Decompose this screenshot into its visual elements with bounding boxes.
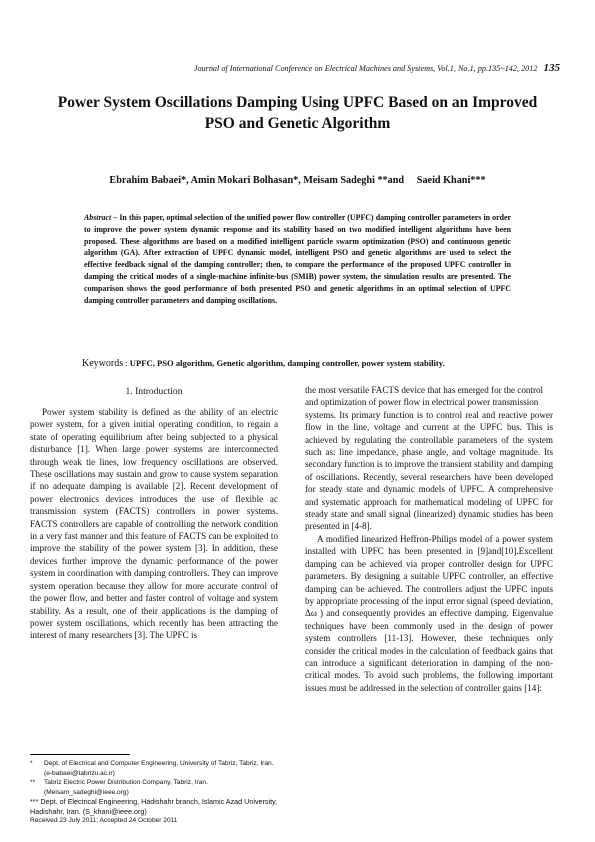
footnote-marker: ** — [30, 779, 36, 786]
abstract — [84, 212, 511, 306]
received-accepted-dates: Received 23 July 2011; Accepted 24 October 2011 — [30, 817, 178, 824]
paper-title — [40, 92, 555, 134]
footnote-text: Tabriz Electric Power Distribution Company, Tabriz, Iran. (Meisam_sadeghi@ieee.org) — [44, 779, 208, 796]
running-header — [70, 62, 560, 74]
footnote-affiliation-2 — [30, 778, 280, 797]
paragraph: the most versatile FACTS device that has emerged for the control and optimization of power flow in electrical power transmission — [305, 385, 544, 408]
footnote-text: Dept. of Electrical and Computer Engineering, University of Tabriz, Tabriz, Iran. (e-babaei@tabrizu.ac.ir) — [44, 760, 274, 777]
page-number: 135 — [543, 62, 560, 74]
footnote-affiliation-1 — [30, 759, 280, 778]
left-column — [30, 406, 278, 642]
paragraph: systems. Its primary function is to control real and reactive power flow in the line, voltage and current at the UPFC bus. This is achieved by regulating the controllable parameters of the system such as: line impedance, phase angle, and voltage magnitude. Its secondary function is to improve the transient stability and damping of oscillations. Recently, several researchers have been developed for steady state and dynamic models of UPFC. A comprehensive and systematic approach for mathematical modeling of UPFC for steady state and small signal (linearized) dynamic studies has been presented in [4-8]. — [305, 409, 553, 532]
footnote-marker: *** — [30, 797, 39, 806]
journal-citation: Journal of International Conference on Electrical Machines and Systems, Vol.1, No.1, pp.135~142, 2012 — [193, 64, 538, 73]
keywords-separator: : — [123, 358, 130, 368]
author-list: Ebrahim Babaei*, Amin Mokari Bolhasan*, Meisam Sadeghi **and Saeid Khani*** — [109, 175, 486, 186]
abstract-label: Abstract — [84, 213, 112, 222]
section-heading-introduction: 1. Introduction — [125, 386, 183, 397]
title-line-1: Power System Oscillations Damping Using UPFC Based on an Improved — [57, 94, 538, 111]
keywords-label: Keywords — [82, 358, 124, 369]
keywords — [82, 358, 522, 369]
title-line-2: PSO and Genetic Algorithm — [204, 115, 391, 132]
footnote-marker: * — [30, 760, 33, 767]
paragraph: A modified linearized Heffron-Philips model of a power system installed with UPFC has been presented in [9]and[10].Excellent damping can be achieved via proper controller design for UPFC parameters. By designing a suitable UPFC controller, an effective damping can be achieved. The controllers adjust the UPFC inputs by appropriate processing of the input error signal (speed deviation, Δω ) and consequently provides an effective damping. Eigenvalue techniques have been commonly used in the design of power system controllers [11-13]. However, these techniques only consider the critical modes in the calculation of feedback gains that can introduce a significant deterioration in damping of the non-critical modes. To avoid such problems, the following important issues must be addressed in the selection of controller gains [14]: — [305, 533, 553, 693]
footnote-text: Dept. of Electrical Engineering, Hadishahr branch, Islamic Azad University, Hadishahr, Iran. (S_khani@ieee.org) — [30, 797, 278, 816]
footnote-rule — [30, 754, 130, 755]
footnotes — [30, 759, 280, 826]
paragraph: Power system stability is defined as the ability of an electric power system, for a given initial operating condition, to regain a state of operating equilibrium after being subjected to a physical disturbance [1]. When large power systems are interconnected through weak tie lines, low frequency oscillations are observed. These oscillations may sustain and grow to cause system separation if no adequate damping is available [2]. Recent development of power electronics devices introduces the use of flexible ac transmission system (FACTS) controllers in power systems. FACTS controllers are capable of controlling the network condition in a very fast manner and this feature of FACTS can be exploited to improve the stability of the power system [3]. In addition, these devices further improve the dynamic performance of the power system in coordination with damping controllers. They can improve system operation because they allow for more accurate control of the power flow, and better and faster control of voltage and system stability. As a result, one of their applications is the damping of power system oscillations, which recently has been attracting the interest of many researchers [3]. The UPFC is — [30, 407, 278, 641]
right-column — [305, 384, 553, 694]
keywords-text: UPFC, PSO algorithm, Genetic algorithm, damping controller, power system stability. — [129, 358, 445, 368]
abstract-text: – In this paper, optimal selection of the unified power flow controller (UPFC) damping controller parameters in order to improve the power system dynamic response and its stability based on two modified intelligent algorithms have been proposed. These algorithms are based on a modified intelligent particle swarm optimization (PSO) and continuous genetic algorithm (GA). After extraction of UPFC dynamic model, intelligent PSO and genetic algorithms are used to select the effective feedback signal of the damping controller; then, to compare the performance of the proposed UPFC controller in damping the critical modes of a single-machine infinite-bus (SMIB) power system, the simulation results are presented. The comparison shows the good performance of both presented PSO and genetic algorithms in an optimal selection of UPFC damping controller parameters and damping oscillations. — [84, 213, 511, 305]
footnote-affiliation-3 — [30, 797, 280, 816]
